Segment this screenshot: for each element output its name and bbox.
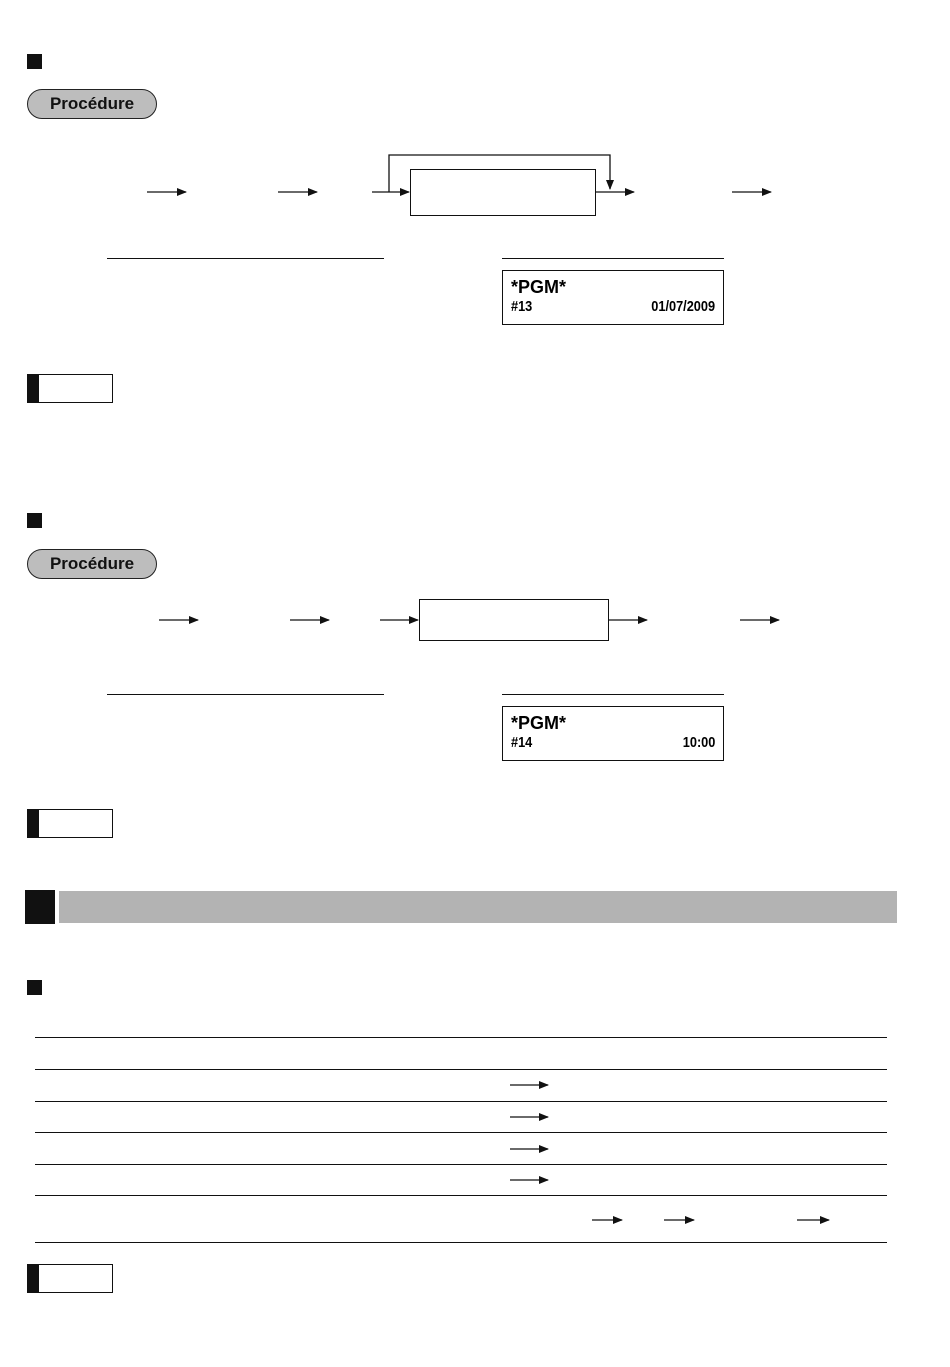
display-title: *PGM*	[511, 277, 567, 297]
procedure-badge-2: Procédure	[27, 549, 157, 579]
display-value: 01/07/2009	[651, 298, 715, 315]
loop-connector	[389, 155, 610, 192]
display-title: *PGM*	[511, 713, 567, 733]
display-value: 10:00	[682, 734, 715, 751]
display-code: #13	[511, 298, 533, 315]
procedure-badge-1: Procédure	[27, 89, 157, 119]
display-code: #14	[511, 734, 533, 751]
